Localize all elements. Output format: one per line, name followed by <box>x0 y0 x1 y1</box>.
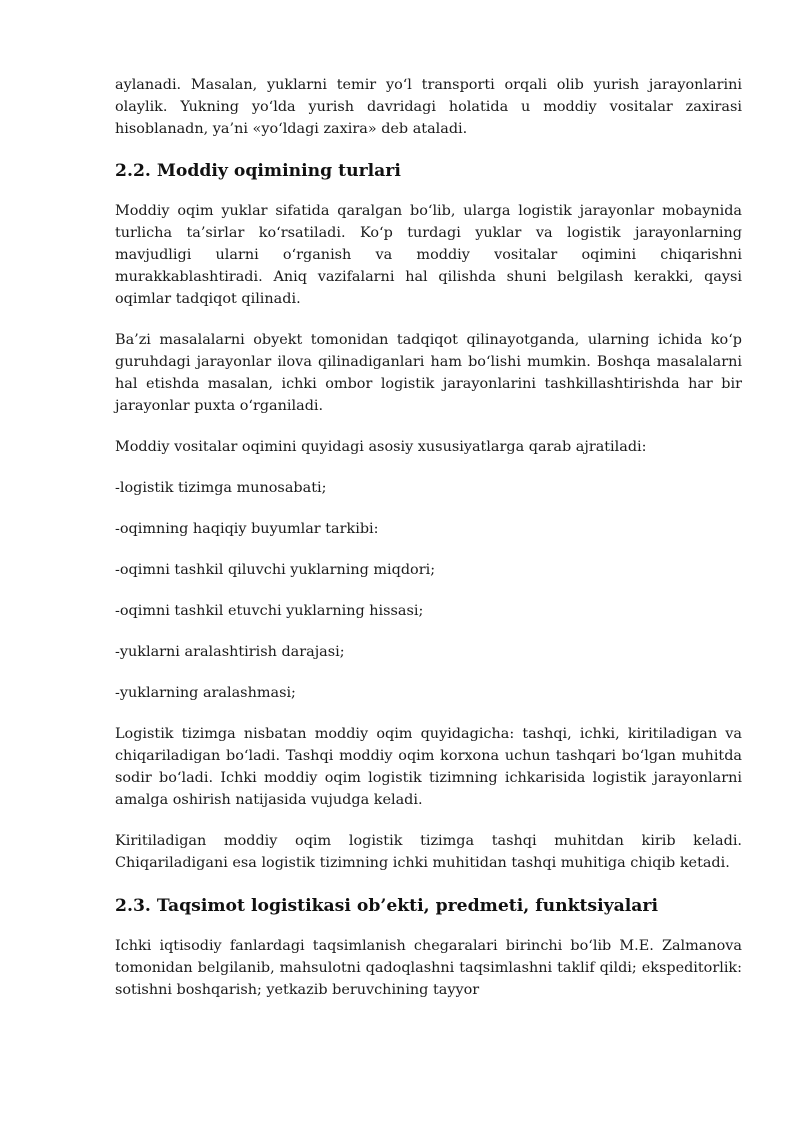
list-item: -oqimning haqiqiy buyumlar tarkibi: <box>115 521 379 537</box>
list-item: -yuklarning aralashmasi; <box>115 685 296 701</box>
list-item: -logistik tizimga munosabati; <box>115 480 327 496</box>
list-item: -oqimni tashkil etuvchi yuklarning hissasi; <box>115 603 424 619</box>
section-heading-2-2: 2.2. Moddiy oqimining turlari <box>115 161 401 181</box>
document-page <box>115 74 742 1020</box>
paragraph: Ichki iqtisodiy fanlardagi taqsimlanish chegaralari birinchi bo‘lib M.E. Zalmanova tomonidan belgilanib, mahsulotni qadoqlashni taqsimlashni taklif qildi; ekspeditorlik: sotishni boshqarish; yetkazib beruvchining tayyor <box>115 938 742 998</box>
list-item: -oqimni tashkil qiluvchi yuklarning miqdori; <box>115 562 436 578</box>
paragraph: Logistik tizimga nisbatan moddiy oqim quyidagicha: tashqi, ichki, kiritiladigan va chiqariladigan bo‘ladi. Tashqi moddiy oqim korxona uchun tashqari bo‘lgan muhitda sodir bo‘ladi. Ichki moddiy oqim logistik tizimning ichkarisida logistik jarayonlarni amalga oshirish natijasida vujudga keladi. <box>115 726 742 808</box>
paragraph: Moddiy vositalar oqimini quyidagi asosiy xususiyatlarga qarab ajratiladi: <box>115 439 647 455</box>
paragraph: Ba’zi masalalarni obyekt tomonidan tadqiqot qilinayotganda, ularning ichida ko‘p guruhdagi jarayonlar ilova qilinadiganlari ham bo‘lishi mumkin. Boshqa masalalarni hal etishda masalan, ichki ombor logistik jarayonlarini tashkillashtirishda har bir jarayonlar puxta o‘rganiladi. <box>115 332 742 414</box>
intro-paragraph: aylanadi. Masalan, yuklarni temir yo‘l transporti orqali olib yurish jarayonlarini olaylik. Yukning yo‘lda yurish davridagi holatida u moddiy vositalar zaxirasi hisoblanadn, ya’ni «yo‘ldagi zaxira» deb ataladi. <box>115 77 742 137</box>
list-item: -yuklarni aralashtirish darajasi; <box>115 644 345 660</box>
paragraph: Kiritiladigan moddiy oqim logistik tizimga tashqi muhitdan kirib keladi. Chiqariladigani esa logistik tizimning ichki muhitidan tashqi muhitiga chiqib ketadi. <box>115 833 742 871</box>
section-heading-2-3: 2.3. Taqsimot logistikasi ob’ekti, predmeti, funktsiyalari <box>115 896 659 916</box>
paragraph: Moddiy oqim yuklar sifatida qaralgan bo‘lib, ularga logistik jarayonlar mobaynida turlicha ta’sirlar ko‘rsatiladi. Ko‘p turdagi yuklar va logistik jarayonlarning mavjudligi ularni o‘rganish va moddiy vositalar oqimini chiqarishni murakkablashtiradi. Aniq vazifalarni hal qilishda shuni belgilash kerakki, qaysi oqimlar tadqiqot qilinadi. <box>115 203 742 307</box>
